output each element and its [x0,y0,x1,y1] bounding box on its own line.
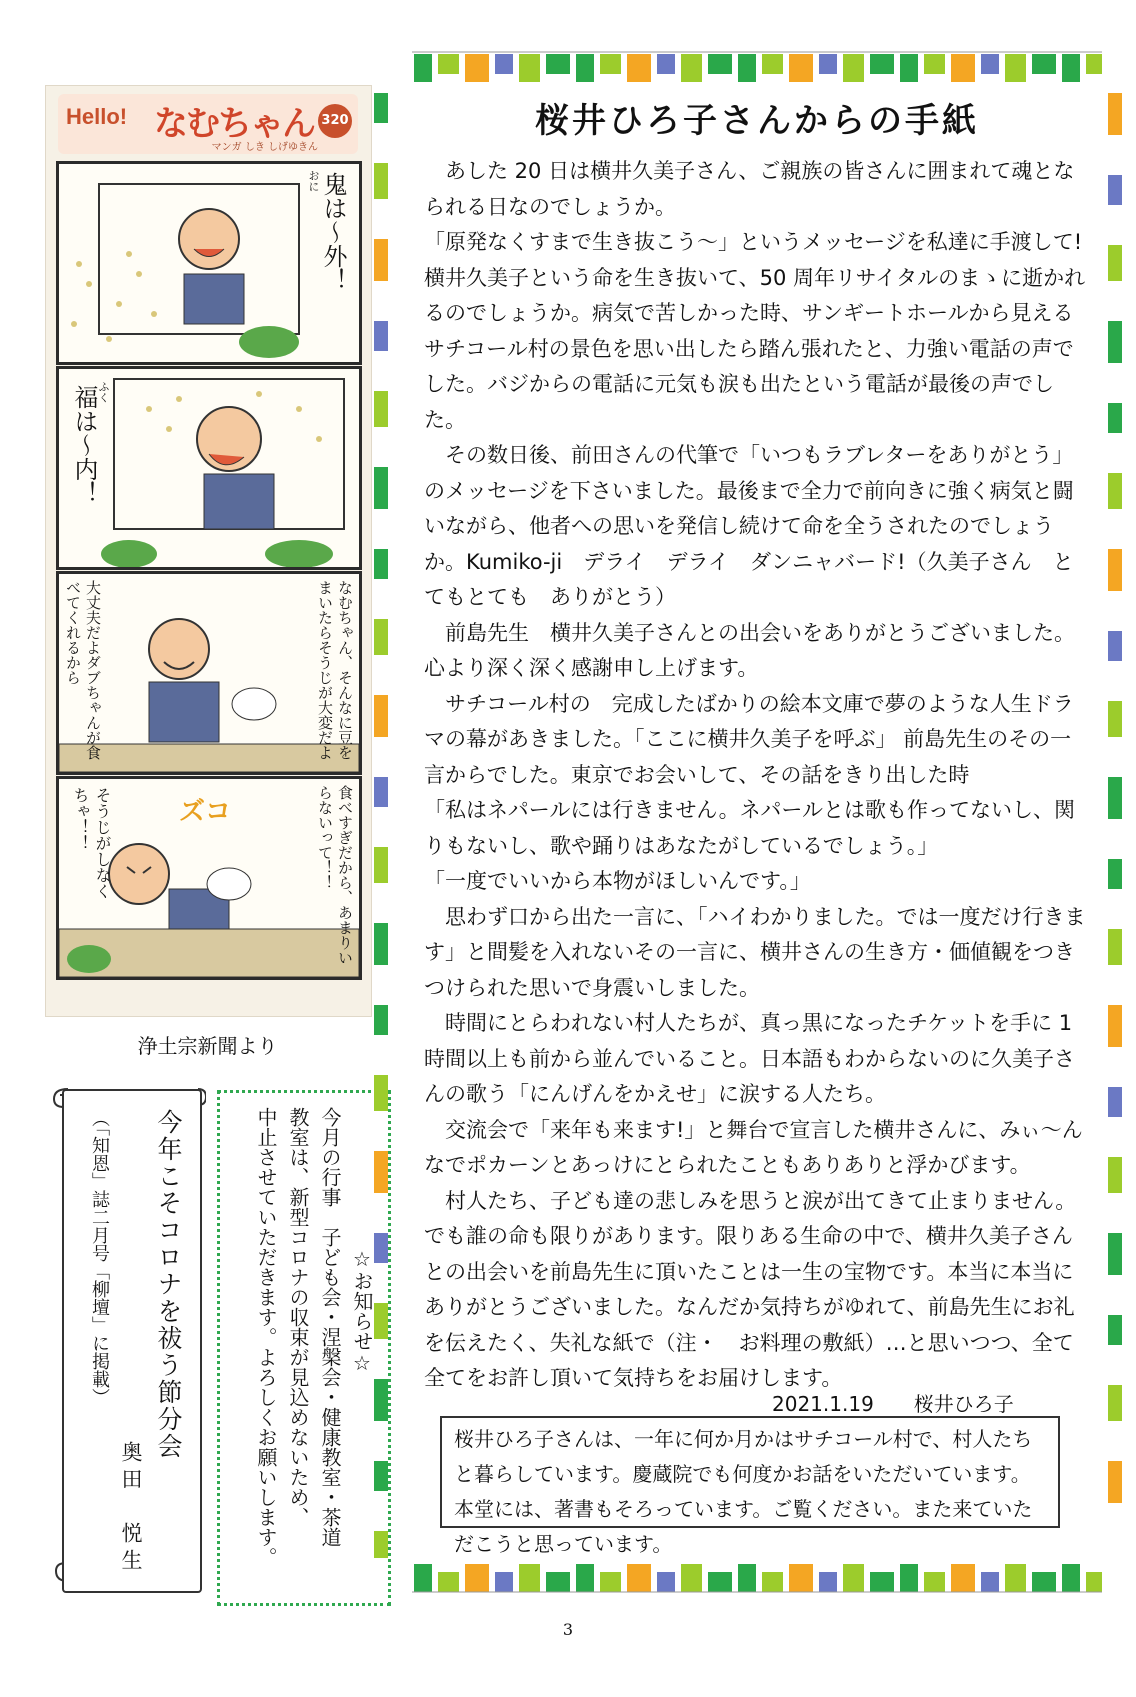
letter-paragraph: 交流会で「来年も来ます!」と舞台で宣言した横井さんに、みぃ〜んなでポカーンとあっけにとられたこともありありと浮かびます。 [424,1117,1083,1177]
letter-panel [392,48,1122,1603]
poem-source: （「知恩」誌二月号「柳壇」に掲載） [89,1109,110,1406]
manga-panel-1-dialogue: 鬼は〜外！ [319,172,347,292]
letter-signature: 2021.1.19 桜井ひろ子 [772,1392,1014,1416]
letter-paragraph: サチコール村の 完成したばかりの絵本文庫で夢のような人生ドラマの幕があきました。「ここに横井久美子を呼ぶ」 前島先生のその一言からでした。東京でお会いして、その話をきり出した時 [424,691,1074,787]
decorative-bottom-border [412,1558,1102,1594]
manga-panel-4-sfx: ズコ [179,797,232,827]
manga-panel-2-ruby: ふく [97,381,110,403]
manga-panel-4-right-dialogue: 食べすぎだから、あまりいらないって！！ [316,785,354,965]
manga-panel-1 [56,161,362,365]
manga-panel-3-art [59,574,359,772]
manga-panel-3 [56,571,362,775]
notice-box [217,1090,391,1606]
manga-source-caption: 浄土宗新聞より [137,1034,278,1058]
page-number: 3 [562,1620,574,1639]
manga-credit: マンガ しき しげゆきん [211,142,318,153]
decorative-right-border [1104,93,1124,1558]
letter-paragraph: 「一度でいいから本物がほしいんです。」 [424,869,811,893]
letter-paragraph: 「原発なくすまで生き抜こう〜」というメッセージを私達に手渡して!横井久美子という命を生き抜いて、50 周年リサイタルのまゝに逝かれるのでしょうか。病気で苦しかった時、サンギートホールから見えるサチコール村の景色を思い出したら踏ん張れたと、力強い電話の声でした。バジからの電話に元気も涙も出たという電話が最後の声でした。 [424,230,1086,432]
manga-title: なむちゃん [154,104,314,144]
letter-paragraph: 村人たち、子ども達の悲しみを思うと涙が出てきて止まりません。でも誰の命も限りがあります。限りある生命の中で、横井久美子さんとの出会いを前島先生に頂いたことは一生の宝物です。本当に本当にありがとうございました。なんだか気持ちがゆれて、前島先生にお礼を伝えたく、失礼な紙で（注・ お料理の敷紙）…と思いつつ、全て全てをお許し頂いて気持ちをお届けします。 [424,1188,1077,1390]
letter-paragraph: 前島先生 横井久美子さんとの出会いをありがとうございました。心より深く深く感謝申し上げます。 [424,620,1075,680]
notice-content [250,1107,378,1587]
manga-hello: Hello! [66,104,128,129]
manga-panel-4-left-dialogue: そうじがしなくちゃ！！ [71,787,112,899]
manga-panel-1-art [59,164,359,362]
letter-paragraph: 時間にとらわれない村人たちが、真っ黒になったチケットを手に 1 時間以上も前から並んでいること。日本語もわからないのに久美子さんの歌う「にんげんをかえせ」に涙する人たち。 [424,1011,1075,1106]
notice-heading: ☆お知らせ☆ [350,1247,374,1375]
letter-paragraph: 思わず口から出た一言に、「ハイわかりました。では一度だけ行きます」と間髪を入れないその一言に、横井さんの生き方・価値観をつきつけられた思いで身震いしました。 [424,904,1086,1000]
manga-panel-1-ruby: おに [307,170,320,192]
editor-note-box: 桜井ひろ子さんは、一年に何か月かはサチコール村で、村人たちと暮らしています。慶蔵院でも何度かお話をいただいています。本堂には、著書もそろっています。ご覧ください。また来ていただこうと思っています。 [440,1416,1060,1528]
letter-body [424,154,1092,1397]
notice-line-1: 今月の行事 子ども会・涅槃会・健康教室・茶道 [318,1107,342,1547]
letter-paragraph: その数日後、前田さんの代筆で「いつもラブレターをありがとう」のメッセージを下さいました。最後まで全力で前向きに強く病気と闘いながら、他者への思いを発信し続けて命を全うされたのでしょうか。Kumiko-ji デライ デライ ダンニャバード!（久美子さん とてもとても ありがとう） [424,443,1074,609]
letter-paragraph: 「私はネパールには行きません。ネパールとは歌も作ってないし、関りもないし、歌や踊りはあなたがしているでしょう。」 [424,798,1075,858]
notice-line-3: 中止させていただきます。よろしくお願いします。 [254,1107,278,1567]
decorative-top-border [412,48,1102,84]
letter-title: 桜井ひろ子さんからの手紙 [535,101,979,141]
poem-author: 奥田 悦生 [119,1441,143,1576]
haiku-scroll [48,1075,206,1595]
manga-panel-2 [56,366,362,570]
poem-title: 今年こそコロナを祓う節分会 [154,1109,183,1460]
manga-strip [45,85,372,1017]
manga-panel-3-left-dialogue: 大丈夫だよダブちゃんが食べてくれるから [64,580,102,760]
manga-panel-2-dialogue: 福は〜内！ [70,385,98,505]
scroll-body [62,1089,202,1593]
letter-paragraph: あした 20 日は横井久美子さん、ご親族の皆さんに囲まれて魂となられる日なのでしょうか。 [424,159,1075,219]
notice-line-2: 教室は、新型コロナの収束が見込めないため、 [286,1107,310,1527]
manga-panel-4 [56,776,362,980]
decorative-left-border [370,93,390,1558]
manga-header [58,94,358,154]
manga-number-badge: 320 [318,104,352,138]
manga-panel-3-right-dialogue: なむちゃん、そんなに豆をまいたらそうじが大変だよ [316,580,354,760]
